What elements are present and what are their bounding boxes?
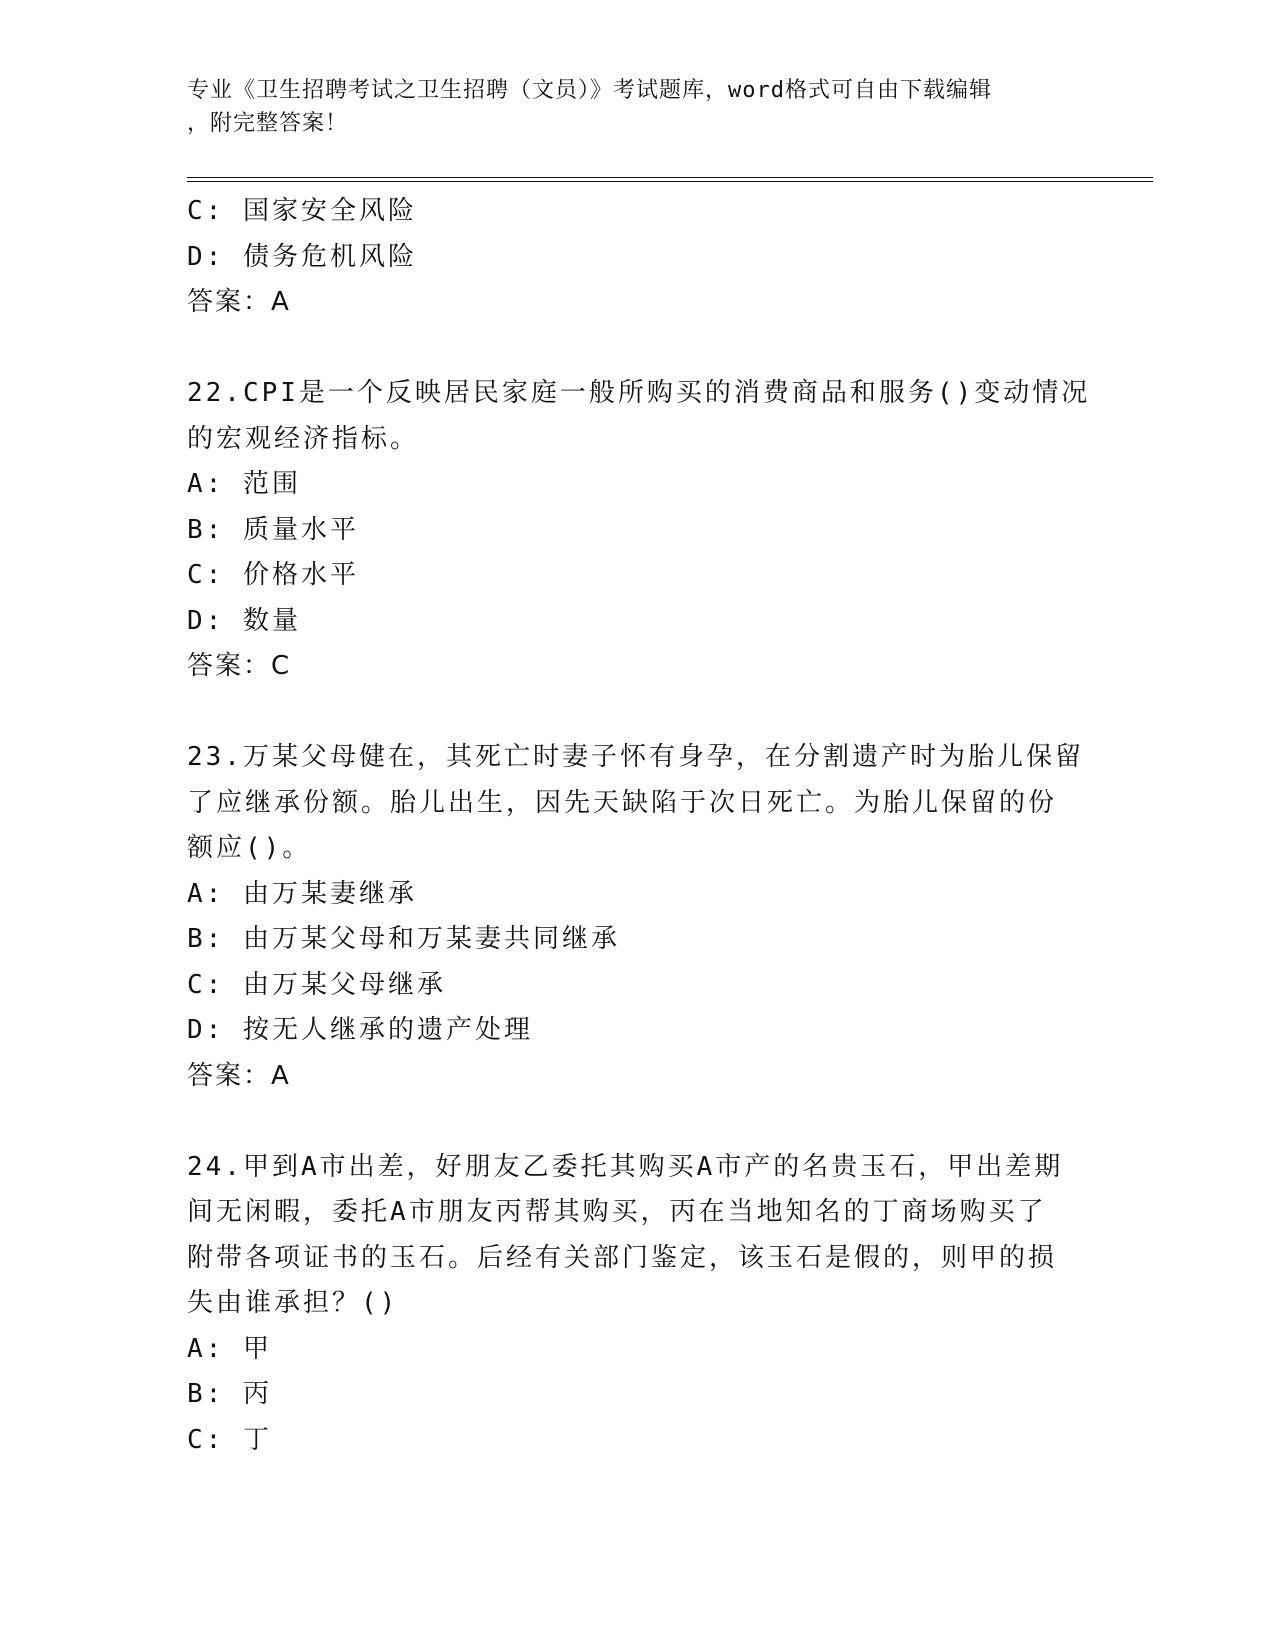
option-text: 质量水平 — [242, 514, 359, 545]
option-letter: B: — [187, 1379, 225, 1409]
spacer — [187, 1099, 1077, 1145]
header-line-1: 专业《卫生招聘考试之卫生招聘（文员）》考试题库，word格式可自由下载编辑 — [187, 78, 992, 103]
option-text: 甲 — [242, 1333, 272, 1364]
question-23-stem — [187, 735, 1084, 872]
question-22-stem — [187, 371, 1091, 462]
option-letter: A: — [187, 878, 225, 909]
header-divider-bottom — [187, 181, 1153, 182]
spacer — [187, 326, 1077, 372]
option-a — [187, 872, 1077, 918]
option-b — [187, 917, 1077, 963]
header-line-2: ，附完整答案！ — [187, 111, 349, 136]
stem-line: 22.CPI是一个反映居民家庭一般所购买的消费商品和服务()变动情况 — [187, 378, 1091, 408]
option-text: 由万某父母和万某妻共同继承 — [242, 924, 620, 954]
option-text: 由万某父母继承 — [242, 969, 446, 1000]
option-letter: D: — [187, 1015, 225, 1045]
option-letter: A: — [187, 469, 225, 499]
option-text: 由万某妻继承 — [242, 878, 417, 909]
document-header — [187, 74, 1067, 140]
option-text: 国家安全风险 — [242, 196, 417, 226]
stem-line: 失由谁承担？() — [187, 1288, 399, 1318]
option-text: 数量 — [242, 605, 301, 636]
option-a — [187, 462, 1077, 508]
question-content — [187, 189, 1091, 1463]
option-letter: C: — [187, 560, 225, 590]
header-divider-top — [187, 177, 1153, 178]
option-letter: D: — [187, 241, 225, 272]
option-a — [187, 1327, 1077, 1373]
option-text: 债务危机风险 — [242, 241, 417, 272]
option-letter: B: — [187, 924, 225, 954]
option-letter: C: — [187, 1424, 225, 1455]
option-letter: C: — [187, 969, 225, 1000]
option-text: 丁 — [242, 1424, 272, 1455]
option-letter: C: — [187, 196, 225, 226]
option-text: 按无人继承的遗产处理 — [242, 1015, 533, 1045]
option-text: 价格水平 — [242, 560, 359, 590]
option-c — [187, 553, 1077, 599]
option-letter: A: — [187, 1333, 225, 1364]
stem-line: 间无闲暇，委托A市朋友丙帮其购买，丙在当地知名的丁商场购买了 — [187, 1197, 1047, 1227]
option-c — [187, 1418, 1077, 1464]
stem-line: 的宏观经济指标。 — [187, 423, 420, 454]
question-24-stem — [187, 1145, 1077, 1327]
answer-line: 答案：A — [187, 287, 291, 317]
option-c — [187, 963, 1077, 1009]
answer-line: 答案：A — [187, 1060, 291, 1091]
stem-line: 24.甲到A市出差，好朋友乙委托其购买A市产的名贵玉石，甲出差期 — [187, 1151, 1064, 1182]
answer-line: 答案：C — [187, 651, 292, 681]
option-b — [187, 1372, 1077, 1418]
option-text: 范围 — [242, 469, 301, 499]
option-letter: D: — [187, 605, 225, 636]
option-c — [187, 189, 1077, 235]
stem-line: 了应继承份额。胎儿出生，因先天缺陷于次日死亡。为胎儿保留的份 — [187, 787, 1058, 818]
option-letter: B: — [187, 514, 225, 545]
option-b — [187, 508, 1077, 554]
stem-line: 23.万某父母健在，其死亡时妻子怀有身孕，在分割遗产时为胎儿保留 — [187, 742, 1084, 772]
option-d — [187, 235, 1077, 281]
stem-line: 额应()。 — [187, 833, 312, 863]
option-d — [187, 1008, 1077, 1054]
option-text: 丙 — [242, 1379, 272, 1409]
option-d — [187, 599, 1077, 645]
stem-line: 附带各项证书的玉石。后经有关部门鉴定，该玉石是假的，则甲的损 — [187, 1242, 1058, 1273]
spacer — [187, 690, 1077, 736]
